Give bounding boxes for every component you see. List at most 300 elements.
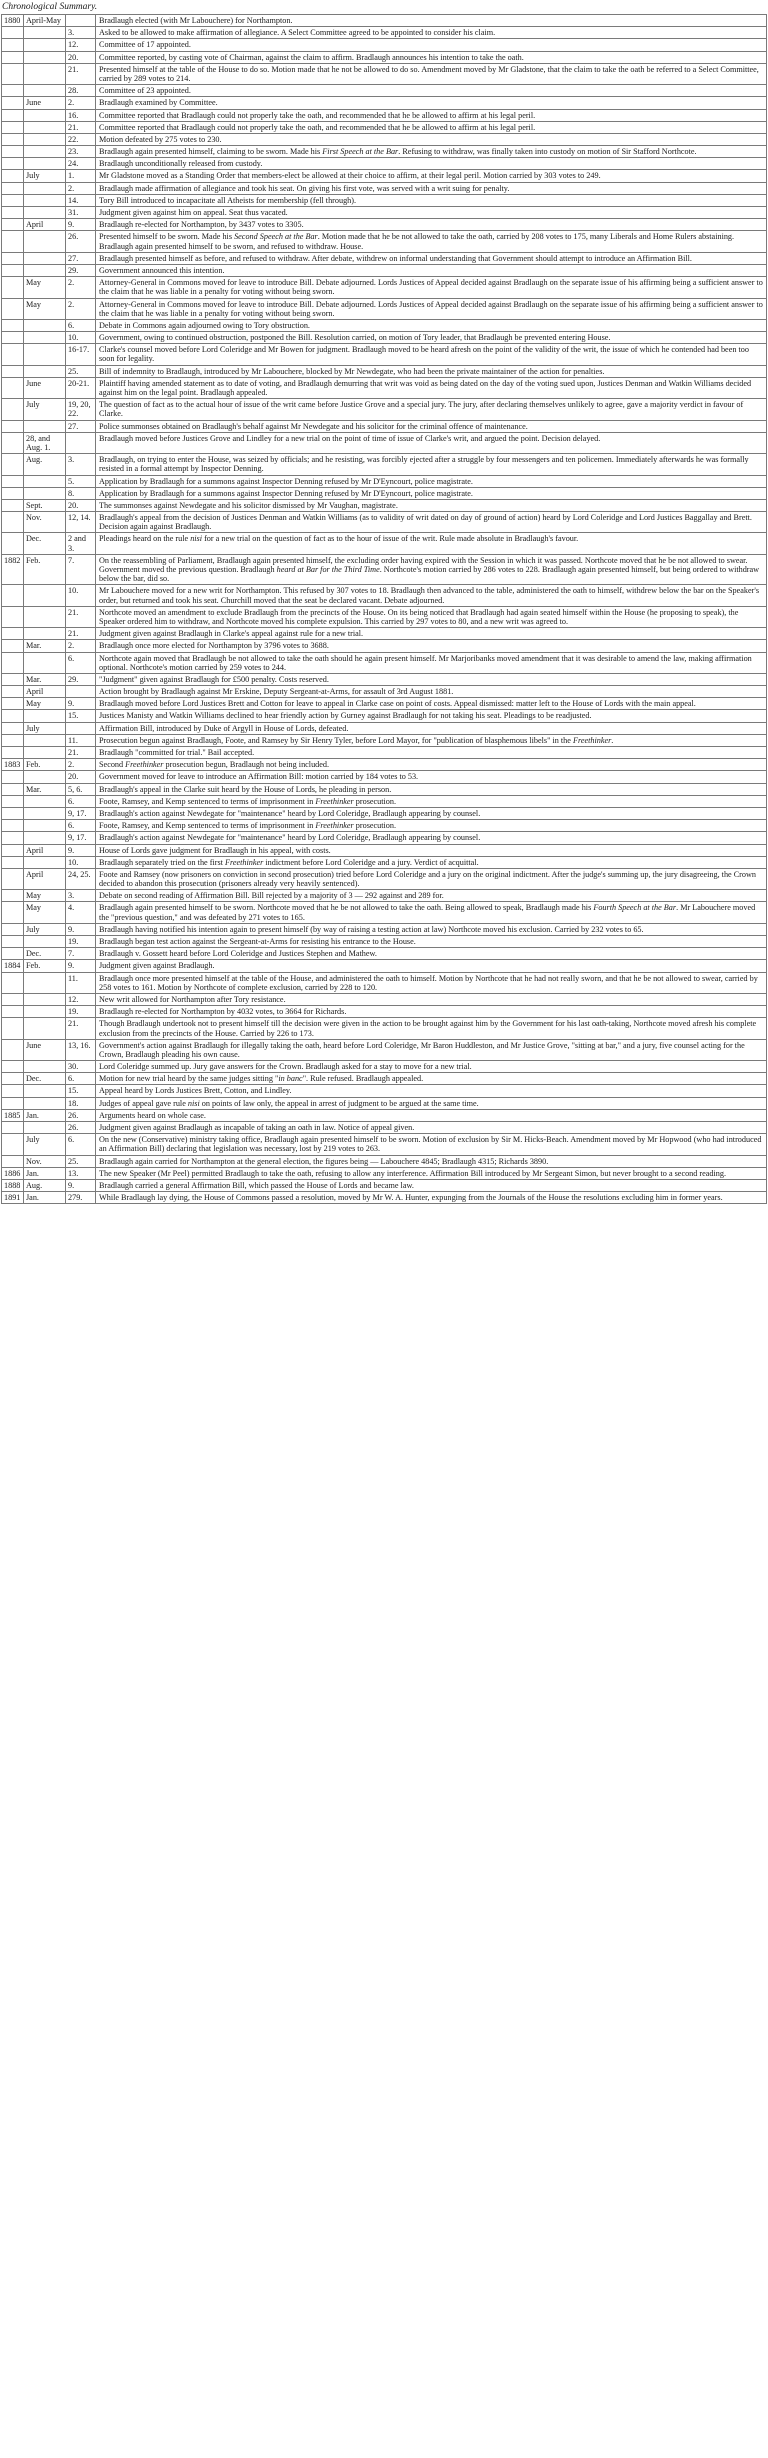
table-row <box>2 747 767 759</box>
year-cell: 1882 <box>2 554 24 585</box>
day-cell: 12, 14. <box>66 512 96 533</box>
table-row <box>2 1179 767 1191</box>
month-cell: Nov. <box>24 512 66 533</box>
year-cell <box>2 377 24 398</box>
table-row <box>2 807 767 819</box>
day-cell: 21. <box>66 121 96 133</box>
day-cell: 2. <box>66 182 96 194</box>
event-cell: Foote, Ramsey, and Kemp sentenced to terms of imprisonment in Freethinker prosecution. <box>96 795 767 807</box>
day-cell: 22. <box>66 133 96 145</box>
day-cell: 9. <box>66 698 96 710</box>
month-cell <box>24 109 66 121</box>
day-cell: 10. <box>66 856 96 868</box>
day-cell: 9, 17. <box>66 807 96 819</box>
year-cell <box>2 783 24 795</box>
month-cell <box>24 747 66 759</box>
year-cell <box>2 1134 24 1155</box>
month-cell: Nov. <box>24 1155 66 1167</box>
year-cell <box>2 795 24 807</box>
table-row <box>2 85 767 97</box>
event-cell: Justices Manisty and Watkin Williams declined to hear friendly action by Gurney against Bradlaugh for not taking his seat. Pleadings to be readjusted. <box>96 710 767 722</box>
year-cell <box>2 807 24 819</box>
year-cell <box>2 1018 24 1039</box>
event-cell: Bradlaugh moved before Justices Grove and Lindley for a new trial on the point of time of issue of Clarke's writ, and argued the point. Decision delayed. <box>96 432 767 453</box>
day-cell: 23. <box>66 146 96 158</box>
event-cell: Arguments heard on whole case. <box>96 1109 767 1121</box>
table-row <box>2 783 767 795</box>
event-cell: "Judgment" given against Bradlaugh for £500 penalty. Costs reserved. <box>96 673 767 685</box>
year-cell <box>2 158 24 170</box>
event-cell: Committee reported, by casting vote of Chairman, against the claim to affirm. Bradlaugh announces his intention to take the oath. <box>96 51 767 63</box>
event-cell: Appeal heard by Lords Justices Brett, Cotton, and Lindley. <box>96 1085 767 1097</box>
year-cell <box>2 231 24 252</box>
day-cell: 6. <box>66 795 96 807</box>
table-row <box>2 252 767 264</box>
year-cell <box>2 487 24 499</box>
day-cell: 16-17. <box>66 344 96 365</box>
year-cell <box>2 533 24 554</box>
year-cell <box>2 628 24 640</box>
month-cell: May <box>24 298 66 319</box>
day-cell: 6. <box>66 1073 96 1085</box>
event-cell: While Bradlaugh lay dying, the House of Commons passed a resolution, moved by Mr W. A. Hunter, expunging from the Journals of the House the resolutions excluding him in former years. <box>96 1192 767 1204</box>
month-cell <box>24 1085 66 1097</box>
table-row <box>2 923 767 935</box>
day-cell: 29. <box>66 264 96 276</box>
event-cell: Motion defeated by 275 votes to 230. <box>96 133 767 145</box>
table-row <box>2 890 767 902</box>
year-cell <box>2 319 24 331</box>
day-cell: 24. <box>66 158 96 170</box>
month-cell <box>24 710 66 722</box>
year-cell <box>2 207 24 219</box>
event-cell: Bradlaugh began test action against the Sergeant-at-Arms for resisting his entrance to the House. <box>96 936 767 948</box>
year-cell <box>2 585 24 606</box>
event-cell: Second Freethinker prosecution begun, Bradlaugh not being included. <box>96 759 767 771</box>
event-cell: Mr Labouchere moved for a new writ for Northampton. This refused by 307 votes to 18. Bradlaugh then advanced to the table, administered the oath to himself, withdrew below the bar on the Speaker's order, but returned and took his seat. Churchill moved that the seat be declared vacant. Debate adjourned. <box>96 585 767 606</box>
day-cell: 27. <box>66 420 96 432</box>
table-row <box>2 432 767 453</box>
table-row <box>2 844 767 856</box>
month-cell: Sept. <box>24 499 66 511</box>
month-cell: June <box>24 1039 66 1060</box>
year-cell <box>2 1122 24 1134</box>
event-cell: Tory Bill introduced to incapacitate all Atheists for membership (fell through). <box>96 194 767 206</box>
table-row <box>2 710 767 722</box>
day-cell: 21. <box>66 747 96 759</box>
event-cell: Bradlaugh presented himself as before, and refused to withdraw. After debate, withdrew on informal understanding that Government should attempt to introduce an Affirmation Bill. <box>96 252 767 264</box>
month-cell: Feb. <box>24 960 66 972</box>
event-cell: Prosecution begun against Bradlaugh, Foote, and Ramsey by Sir Henry Tyler, before Lord Mayor, for "publication of blasphemous libels" in the Freethinker. <box>96 734 767 746</box>
table-row <box>2 1061 767 1073</box>
month-cell <box>24 487 66 499</box>
day-cell: 20. <box>66 499 96 511</box>
event-cell: Application by Bradlaugh for a summons against Inspector Denning refused by Mr D'Eyncourt, police magistrate. <box>96 487 767 499</box>
table-row <box>2 722 767 734</box>
table-row <box>2 1018 767 1039</box>
event-cell: Judgment given against Bradlaugh. <box>96 960 767 972</box>
year-cell: 1883 <box>2 759 24 771</box>
table-row <box>2 628 767 640</box>
month-cell <box>24 264 66 276</box>
event-cell: Bradlaugh once more elected for Northampton by 3796 votes to 3688. <box>96 640 767 652</box>
month-cell: July <box>24 1134 66 1155</box>
table-row <box>2 1097 767 1109</box>
table-row <box>2 133 767 145</box>
month-cell: Feb. <box>24 759 66 771</box>
day-cell: 21. <box>66 63 96 84</box>
table-row <box>2 759 767 771</box>
year-cell <box>2 146 24 158</box>
event-cell: Committee of 17 appointed. <box>96 39 767 51</box>
day-cell <box>66 686 96 698</box>
event-cell: Bradlaugh made affirmation of allegiance and took his seat. On giving his first vote, was served with a writ suing for penalty. <box>96 182 767 194</box>
table-row <box>2 1192 767 1204</box>
event-cell: Bradlaugh "committed for trial." Bail accepted. <box>96 747 767 759</box>
table-row <box>2 182 767 194</box>
year-cell <box>2 606 24 627</box>
event-cell: Government's action against Bradlaugh for illegally taking the oath, heard before Lord Coleridge, Mr Baron Huddleston, and Mr Justice Grove, "sitting at bar," and a jury, five counsel acting for the Crown, Bradlaugh pleading his own cause. <box>96 1039 767 1060</box>
table-row <box>2 698 767 710</box>
year-cell <box>2 277 24 298</box>
year-cell <box>2 420 24 432</box>
year-cell <box>2 170 24 182</box>
year-cell <box>2 771 24 783</box>
year-cell <box>2 365 24 377</box>
month-cell <box>24 146 66 158</box>
event-cell: Bill of indemnity to Bradlaugh, introduced by Mr Labouchere, blocked by Mr Newdegate, who had been the private maintainer of the action for penalties. <box>96 365 767 377</box>
event-cell: Bradlaugh once more presented himself at the table of the House, and administered the oath to himself. Motion by Northcote that he had not really sworn, and that he be not allowed to swear, carried by 258 votes to 161. Motion by Northcote of complete exclusion, carried by 228 to 120. <box>96 972 767 993</box>
month-cell <box>24 1018 66 1039</box>
year-cell <box>2 640 24 652</box>
year-cell <box>2 475 24 487</box>
month-cell <box>24 972 66 993</box>
month-cell <box>24 39 66 51</box>
day-cell: 9. <box>66 1179 96 1191</box>
table-row <box>2 1073 767 1085</box>
month-cell: Feb. <box>24 554 66 585</box>
year-cell <box>2 499 24 511</box>
table-row <box>2 51 767 63</box>
year-cell <box>2 39 24 51</box>
day-cell: 8. <box>66 487 96 499</box>
page-title: Chronological Summary. <box>2 2 98 12</box>
day-cell: 21. <box>66 1018 96 1039</box>
month-cell <box>24 936 66 948</box>
month-cell: April-May <box>24 15 66 27</box>
year-cell <box>2 1155 24 1167</box>
event-cell: New writ allowed for Northampton after Tory resistance. <box>96 993 767 1005</box>
event-cell: Bradlaugh's action against Newdegate for "maintenance" heard by Lord Coleridge, Bradlaugh appearing by counsel. <box>96 832 767 844</box>
event-cell: Foote, Ramsey, and Kemp sentenced to terms of imprisonment in Freethinker prosecution. <box>96 820 767 832</box>
table-row <box>2 960 767 972</box>
day-cell: 279. <box>66 1192 96 1204</box>
year-cell <box>2 698 24 710</box>
year-cell <box>2 734 24 746</box>
table-row <box>2 420 767 432</box>
table-row <box>2 63 767 84</box>
event-cell: Bradlaugh re-elected for Northampton by 4032 votes, to 3664 for Richards. <box>96 1006 767 1018</box>
day-cell: 21. <box>66 606 96 627</box>
table-row <box>2 1109 767 1121</box>
year-cell <box>2 868 24 889</box>
table-row <box>2 97 767 109</box>
day-cell: 25. <box>66 365 96 377</box>
year-cell <box>2 219 24 231</box>
year-cell <box>2 710 24 722</box>
table-row <box>2 512 767 533</box>
day-cell: 13. <box>66 1167 96 1179</box>
event-cell: Attorney-General in Commons moved for leave to introduce Bill. Debate adjourned. Lords Justices of Appeal decided against Bradlaugh on the separate issue of his affirming being a sufficient answer to the claim that he was liable in a penalty for voting without being sworn. <box>96 277 767 298</box>
event-cell: Northcote again moved that Bradlaugh be not allowed to take the oath should he again present himself. Mr Marjoribanks moved amendment that it was desirable to amend the law, making affirmation optional. Northcote's motion carried by 259 votes to 244. <box>96 652 767 673</box>
day-cell <box>66 722 96 734</box>
month-cell: May <box>24 698 66 710</box>
day-cell: 9. <box>66 844 96 856</box>
table-row <box>2 1155 767 1167</box>
day-cell: 10. <box>66 332 96 344</box>
table-row <box>2 902 767 923</box>
event-cell: Committee reported that Bradlaugh could not properly take the oath, and recommended that he be allowed to affirm at his legal peril. <box>96 109 767 121</box>
month-cell <box>24 252 66 264</box>
year-cell <box>2 512 24 533</box>
event-cell: Bradlaugh carried a general Affirmation Bill, which passed the House of Lords and became law. <box>96 1179 767 1191</box>
month-cell: Aug. <box>24 1179 66 1191</box>
event-cell: Plaintiff having amended statement as to date of voting, and Bradlaugh demurring that writ was void as being dated on the day of the voting sued upon, Justices Denman and Watkin Williams decided against him on the legal point. Bradlaugh appealed. <box>96 377 767 398</box>
day-cell: 28. <box>66 85 96 97</box>
year-cell <box>2 51 24 63</box>
month-cell <box>24 820 66 832</box>
month-cell: Dec. <box>24 1073 66 1085</box>
chronology-table <box>1 14 767 1204</box>
day-cell: 12. <box>66 39 96 51</box>
year-cell <box>2 844 24 856</box>
day-cell: 2. <box>66 277 96 298</box>
event-cell: On the reassembling of Parliament, Bradlaugh again presented himself, the excluding order having expired with the Session in which it was passed. Northcote moved that he be not allowed to swear. Government moved the previous question. Bradlaugh heard at Bar for the Third Time. Northcote's motion carried by 286 votes to 228. Bradlaugh again presented himself, but being ordered to withdraw below the bar, did so. <box>96 554 767 585</box>
month-cell <box>24 606 66 627</box>
year-cell: 1891 <box>2 1192 24 1204</box>
month-cell <box>24 63 66 84</box>
table-row <box>2 686 767 698</box>
event-cell: Mr Gladstone moved as a Standing Order that members-elect be allowed at their choice to affirm, at their legal peril. Motion carried by 303 votes to 249. <box>96 170 767 182</box>
year-cell <box>2 1006 24 1018</box>
table-row <box>2 993 767 1005</box>
event-cell: Action brought by Bradlaugh against Mr Erskine, Deputy Sergeant-at-Arms, for assault of 3rd August 1881. <box>96 686 767 698</box>
year-cell <box>2 121 24 133</box>
year-cell <box>2 1073 24 1085</box>
day-cell: 19. <box>66 936 96 948</box>
event-cell: Presented himself to be sworn. Made his Second Speech at the Bar. Motion made that he be not allowed to take the oath, carried by 208 votes to 175, many Liberals and Home Rulers abstaining. Bradlaugh again presented himself to be sworn, and refused to withdraw. House. <box>96 231 767 252</box>
day-cell: 31. <box>66 207 96 219</box>
month-cell: June <box>24 97 66 109</box>
day-cell: 10. <box>66 585 96 606</box>
event-cell: Judgment given against Bradlaugh as incapable of taking an oath in law. Notice of appeal given. <box>96 1122 767 1134</box>
table-row <box>2 820 767 832</box>
day-cell: 5. <box>66 475 96 487</box>
table-row <box>2 1085 767 1097</box>
event-cell: Bradlaugh elected (with Mr Labouchere) for Northampton. <box>96 15 767 27</box>
month-cell: May <box>24 902 66 923</box>
event-cell: Bradlaugh's action against Newdegate for "maintenance" heard by Lord Coleridge, Bradlaugh appearing by counsel. <box>96 807 767 819</box>
month-cell <box>24 420 66 432</box>
table-row <box>2 365 767 377</box>
day-cell: 2. <box>66 97 96 109</box>
event-cell: Judges of appeal gave rule nisi on points of law only, the appeal in arrest of judgment to be argued at the same time. <box>96 1097 767 1109</box>
day-cell: 15. <box>66 1085 96 1097</box>
day-cell: 1. <box>66 170 96 182</box>
year-cell: 1888 <box>2 1179 24 1191</box>
event-cell: Police summonses obtained on Bradlaugh's behalf against Mr Newdegate and his solicitor for the criminal offence of maintenance. <box>96 420 767 432</box>
year-cell <box>2 747 24 759</box>
event-cell: Bradlaugh's appeal from the decision of Justices Denman and Watkin Williams (as to validity of writ dated on day of ground of action) heard by Lord Coleridge and Lord Justices Baggallay and Brett. Decision again against Bradlaugh. <box>96 512 767 533</box>
table-row <box>2 652 767 673</box>
month-cell: Mar. <box>24 673 66 685</box>
event-cell: Asked to be allowed to make affirmation of allegiance. A Select Committee agreed to be appointed to consider his claim. <box>96 27 767 39</box>
month-cell: April <box>24 219 66 231</box>
table-row <box>2 585 767 606</box>
event-cell: Bradlaugh examined by Committee. <box>96 97 767 109</box>
year-cell <box>2 1097 24 1109</box>
month-cell <box>24 475 66 487</box>
event-cell: Government, owing to continued obstruction, postponed the Bill. Resolution carried, on motion of Tory leader, that Bradlaugh be prevented entering House. <box>96 332 767 344</box>
table-row <box>2 121 767 133</box>
table-row <box>2 1039 767 1060</box>
table-row <box>2 606 767 627</box>
month-cell: Dec. <box>24 533 66 554</box>
day-cell: 24, 25. <box>66 868 96 889</box>
table-row <box>2 673 767 685</box>
month-cell <box>24 121 66 133</box>
table-row <box>2 231 767 252</box>
year-cell <box>2 686 24 698</box>
month-cell <box>24 1122 66 1134</box>
month-cell: April <box>24 868 66 889</box>
month-cell <box>24 344 66 365</box>
table-row <box>2 554 767 585</box>
year-cell <box>2 344 24 365</box>
day-cell <box>66 15 96 27</box>
event-cell: Bradlaugh's appeal in the Clarke suit heard by the House of Lords, he pleading in person. <box>96 783 767 795</box>
day-cell: 29. <box>66 673 96 685</box>
year-cell <box>2 63 24 84</box>
day-cell: 4. <box>66 902 96 923</box>
month-cell <box>24 795 66 807</box>
day-cell: 26. <box>66 1122 96 1134</box>
day-cell: 2. <box>66 298 96 319</box>
month-cell: July <box>24 722 66 734</box>
table-row <box>2 1122 767 1134</box>
month-cell: Dec. <box>24 948 66 960</box>
event-cell: Bradlaugh again carried for Northampton at the general election, the figures being — Labouchere 4845; Bradlaugh 4315; Richards 3890. <box>96 1155 767 1167</box>
day-cell: 3. <box>66 27 96 39</box>
event-cell: Presented himself at the table of the House to do so. Motion made that he not be allowed to do so. Amendment moved by Mr Gladstone, that the claim to take the oath be referred to a Select Committee, carried by 289 votes to 214. <box>96 63 767 84</box>
day-cell: 3. <box>66 890 96 902</box>
month-cell <box>24 182 66 194</box>
table-row <box>2 344 767 365</box>
event-cell: Government moved for leave to introduce an Affirmation Bill: motion carried by 184 votes to 53. <box>96 771 767 783</box>
event-cell: Bradlaugh again presented himself, claiming to be sworn. Made his First Speech at the Bar. Refusing to withdraw, was finally taken into custody on motion of Sir Stafford Northcote. <box>96 146 767 158</box>
table-row <box>2 319 767 331</box>
month-cell: Mar. <box>24 640 66 652</box>
month-cell: Aug. <box>24 454 66 475</box>
year-cell <box>2 1039 24 1060</box>
year-cell <box>2 972 24 993</box>
day-cell: 6. <box>66 652 96 673</box>
year-cell <box>2 432 24 453</box>
event-cell: Debate on second reading of Affirmation Bill. Bill rejected by a majority of 3 — 292 against and 289 for. <box>96 890 767 902</box>
month-cell <box>24 585 66 606</box>
day-cell <box>66 432 96 453</box>
year-cell <box>2 454 24 475</box>
year-cell <box>2 332 24 344</box>
day-cell: 21. <box>66 628 96 640</box>
month-cell <box>24 652 66 673</box>
month-cell: July <box>24 399 66 420</box>
event-cell: Pleadings heard on the rule nisi for a new trial on the question of fact as to the hour of issue of the writ. Rule made absolute in Bradlaugh's favour. <box>96 533 767 554</box>
year-cell <box>2 1061 24 1073</box>
day-cell: 16. <box>66 109 96 121</box>
day-cell: 26. <box>66 231 96 252</box>
event-cell: Application by Bradlaugh for a summons against Inspector Denning refused by Mr D'Eyncourt, police magistrate. <box>96 475 767 487</box>
table-row <box>2 264 767 276</box>
event-cell: Judgment given against Bradlaugh in Clarke's appeal against rule for a new trial. <box>96 628 767 640</box>
month-cell <box>24 832 66 844</box>
event-cell: Committee of 23 appointed. <box>96 85 767 97</box>
event-cell: Foote and Ramsey (now prisoners on conviction in second prosecution) tried before Lord Coleridge and a jury on the original indictment. After the judge's summing up, the jury disagreeing, the Crown decided to abandon this prosecution (prisoners already very heavily sentenced). <box>96 868 767 889</box>
table-row <box>2 39 767 51</box>
day-cell: 3. <box>66 454 96 475</box>
table-row <box>2 832 767 844</box>
month-cell <box>24 628 66 640</box>
day-cell: 11. <box>66 972 96 993</box>
day-cell: 20. <box>66 771 96 783</box>
year-cell <box>2 298 24 319</box>
month-cell: April <box>24 844 66 856</box>
year-cell <box>2 1085 24 1097</box>
table-row <box>2 499 767 511</box>
month-cell: Jan. <box>24 1167 66 1179</box>
table-row <box>2 972 767 993</box>
month-cell: Jan. <box>24 1109 66 1121</box>
table-row <box>2 194 767 206</box>
year-cell <box>2 109 24 121</box>
month-cell <box>24 85 66 97</box>
month-cell <box>24 133 66 145</box>
day-cell: 6. <box>66 1134 96 1155</box>
month-cell <box>24 856 66 868</box>
year-cell <box>2 85 24 97</box>
day-cell: 19. <box>66 1006 96 1018</box>
table-row <box>2 771 767 783</box>
event-cell: Bradlaugh unconditionally released from custody. <box>96 158 767 170</box>
day-cell: 2 and 3. <box>66 533 96 554</box>
table-row <box>2 170 767 182</box>
year-cell <box>2 264 24 276</box>
day-cell: 11. <box>66 734 96 746</box>
event-cell: Motion for new trial heard by the same judges sitting "in banc". Rule refused. Bradlaugh appealed. <box>96 1073 767 1085</box>
table-row <box>2 1006 767 1018</box>
table-row <box>2 332 767 344</box>
table-row <box>2 1134 767 1155</box>
year-cell <box>2 832 24 844</box>
event-cell: The new Speaker (Mr Peel) permitted Bradlaugh to take the oath, refusing to allow any interference. Affirmation Bill introduced by Mr Sergeant Simon, but never brought to a second reading. <box>96 1167 767 1179</box>
event-cell: Lord Coleridge summed up. Jury gave answers for the Crown. Bradlaugh asked for a stay to move for a new trial. <box>96 1061 767 1073</box>
month-cell: Mar. <box>24 783 66 795</box>
table-row <box>2 399 767 420</box>
month-cell <box>24 194 66 206</box>
event-cell: Judgment given against him on appeal. Seat thus vacated. <box>96 207 767 219</box>
day-cell: 2. <box>66 759 96 771</box>
month-cell <box>24 807 66 819</box>
